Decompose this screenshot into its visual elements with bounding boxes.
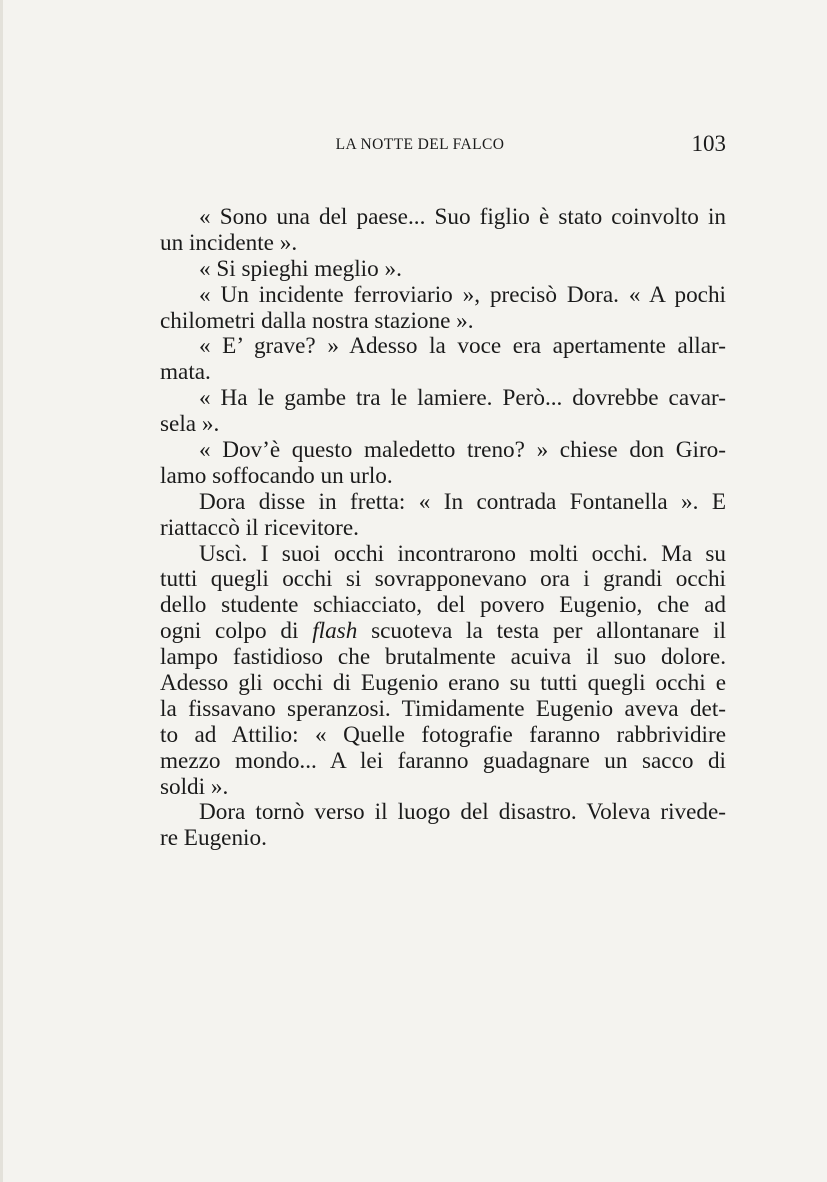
text-line: Dora tornò verso il luogo del disastro. Voleva rivede-	[199, 799, 726, 826]
text-line: sela ».	[160, 411, 220, 438]
text-segment: ogni colpo di	[160, 618, 313, 645]
text-line: « Dov’è questo maledetto treno? » chiese don Giro-	[199, 437, 726, 464]
text-line: « Sono una del paese... Suo figlio è stato coinvolto in	[199, 204, 726, 230]
text-line: mata.	[160, 359, 211, 386]
page-edge-shadow	[0, 0, 3, 1182]
italic-word: flash	[312, 618, 358, 645]
text-line: dello studente schiacciato, del povero Eugenio, che ad	[160, 592, 726, 619]
text-line: Adesso gli occhi di Eugenio erano su tutti quegli occhi e	[160, 670, 726, 697]
text-line: soldi ».	[160, 773, 229, 800]
text-line: « Si spieghi meglio ».	[199, 255, 402, 282]
page-number: 103	[691, 131, 726, 156]
text-line: Dora disse in fretta: « In contrada Fontanella ». E	[199, 488, 726, 515]
text-line	[160, 619, 726, 645]
text-line: lampo fastidioso che brutalmente acuiva il suo dolore.	[160, 644, 726, 671]
text-line: to ad Attilio: « Quelle fotografie faranno rabbrividire	[160, 721, 726, 748]
text-line: re Eugenio.	[160, 825, 267, 852]
text-line: tutti quegli occhi si sovrapponevano ora i grandi occhi	[160, 566, 726, 593]
text-line: « Un incidente ferroviario », precisò Dora. « A pochi	[199, 281, 726, 308]
text-line: chilometri dalla nostra stazione ».	[160, 307, 474, 334]
text-line: Uscì. I suoi occhi incontrarono molti occhi. Ma su	[199, 540, 726, 567]
running-title: LA NOTTE DEL FALCO	[335, 136, 505, 153]
text-line: « Ha le gambe tra le lamiere. Però... dovrebbe cavar-	[199, 385, 726, 412]
running-head	[160, 132, 726, 158]
text-line: la fissavano speranzosi. Timidamente Eugenio aveva det-	[160, 695, 726, 722]
text-line: lamo soffocando un urlo.	[160, 462, 393, 489]
text-segment: scuoteva la testa per allontanare il	[357, 618, 726, 645]
text-line: un incidente ».	[160, 229, 298, 256]
text-line: riattaccò il ricevitore.	[160, 514, 359, 541]
text-line: mezzo mondo... A lei faranno guadagnare un sacco di	[160, 747, 726, 774]
body-text	[160, 205, 726, 852]
text-line: « E’ grave? » Adesso la voce era apertamente allar-	[199, 333, 726, 360]
